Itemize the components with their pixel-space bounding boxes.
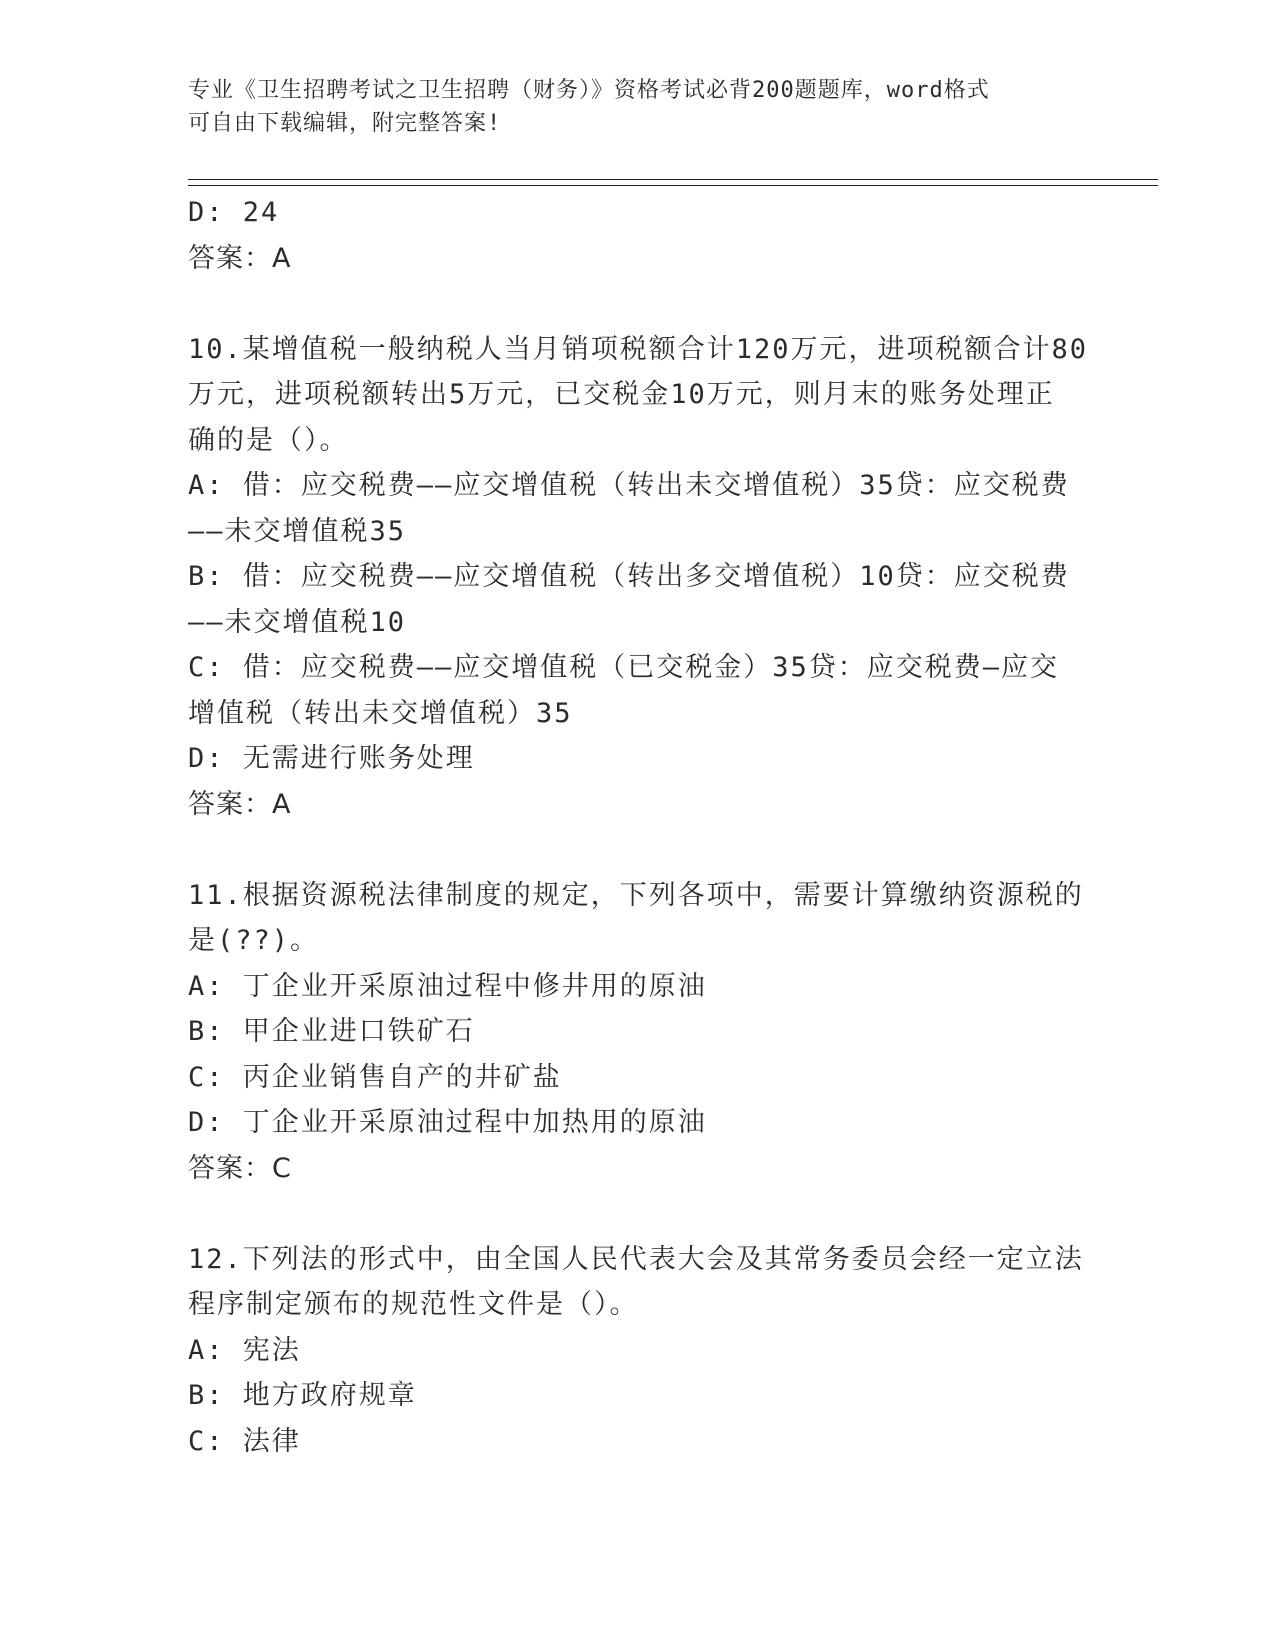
answer: 答案：C bbox=[188, 1152, 292, 1184]
option-c: C: 丙企业销售自产的井矿盐 bbox=[188, 1061, 562, 1093]
question-text-line: 确的是（）。 bbox=[188, 424, 349, 456]
option-c: C: 借：应交税费——应交增值税（已交税金）35贷：应交税费—应交 bbox=[188, 652, 1060, 683]
spacer bbox=[188, 827, 1088, 873]
option-d: D: 24 bbox=[188, 197, 280, 228]
page-header bbox=[188, 74, 1088, 140]
question-text-line: 11.根据资源税法律制度的规定，下列各项中，需要计算缴纳资源税的 bbox=[188, 879, 1084, 911]
answer: 答案：A bbox=[188, 242, 292, 274]
question-text-line: 程序制定颁布的规范性文件是（）。 bbox=[188, 1289, 639, 1320]
header-divider-bottom bbox=[188, 185, 1158, 186]
previous-question-tail bbox=[188, 190, 1088, 281]
option-c-continued: 增值税（转出未交增值税）35 bbox=[188, 697, 573, 729]
header-line-1: 专业《卫生招聘考试之卫生招聘（财务）》资格考试必背200题题库，word格式 bbox=[188, 78, 990, 103]
question-11 bbox=[188, 873, 1088, 1192]
question-12 bbox=[188, 1237, 1088, 1465]
option-b: B: 甲企业进口铁矿石 bbox=[188, 1016, 475, 1047]
option-a: A: 借：应交税费——应交增值税（转出未交增值税）35贷：应交税费 bbox=[188, 470, 1070, 501]
question-text-line: 10.某增值税一般纳税人当月销项税额合计120万元，进项税额合计80 bbox=[188, 333, 1089, 365]
header-divider-top bbox=[188, 179, 1158, 180]
spacer bbox=[188, 281, 1088, 327]
question-list bbox=[188, 190, 1088, 1464]
question-10 bbox=[188, 327, 1088, 828]
option-d: D: 无需进行账务处理 bbox=[188, 743, 475, 774]
answer: 答案：A bbox=[188, 788, 292, 820]
option-b: B: 借：应交税费——应交增值税（转出多交增值税）10贷：应交税费 bbox=[188, 561, 1070, 592]
option-a-continued: ——未交增值税35 bbox=[188, 515, 407, 547]
header-line-2: 可自由下载编辑，附完整答案! bbox=[188, 111, 502, 136]
spacer bbox=[188, 1191, 1088, 1237]
option-d: D: 丁企业开采原油过程中加热用的原油 bbox=[188, 1107, 707, 1138]
option-a: A: 宪法 bbox=[188, 1334, 301, 1366]
question-text-line: 万元，进项税额转出5万元，已交税金10万元，则月末的账务处理正 bbox=[188, 379, 1055, 410]
option-b: B: 地方政府规章 bbox=[188, 1380, 417, 1411]
option-b-continued: ——未交增值税10 bbox=[188, 606, 407, 638]
option-c: C: 法律 bbox=[188, 1425, 301, 1457]
question-text-line: 12.下列法的形式中，由全国人民代表大会及其常务委员会经一定立法 bbox=[188, 1243, 1084, 1275]
option-a: A: 丁企业开采原油过程中修井用的原油 bbox=[188, 970, 707, 1002]
question-text-line: 是(??)。 bbox=[188, 925, 320, 956]
